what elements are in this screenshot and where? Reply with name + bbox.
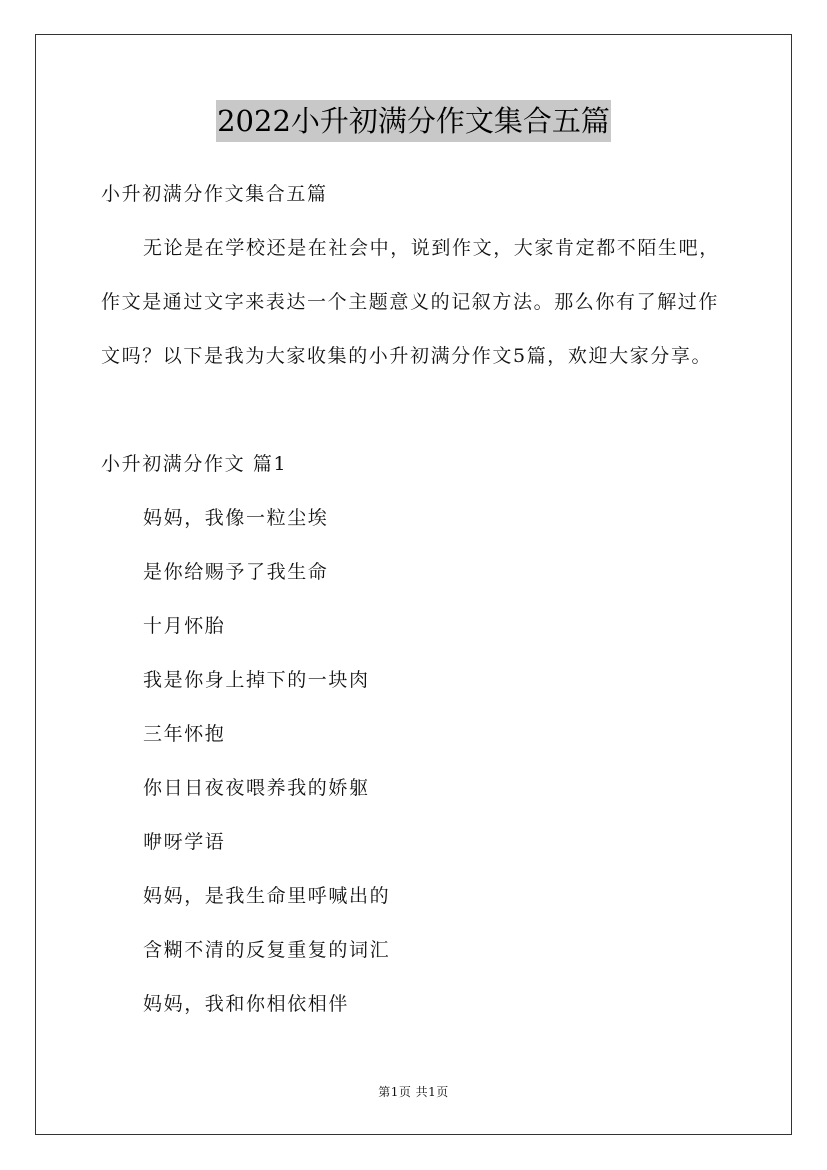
poem-line: 十月怀胎 bbox=[143, 615, 226, 637]
poem-line: 妈妈，是我生命里呼喊出的 bbox=[143, 885, 391, 907]
document-title: 2022小升初满分作文集合五篇 bbox=[216, 100, 611, 142]
intro-line-3: 文吗？以下是我为大家收集的小升初满分作文5篇，欢迎大家分享。 bbox=[101, 345, 713, 367]
document-subtitle: 小升初满分作文集合五篇 bbox=[101, 183, 328, 205]
page-footer: 第1页 共1页 bbox=[378, 1085, 449, 1099]
poem-line: 含糊不清的反复重复的词汇 bbox=[143, 939, 391, 961]
intro-line-1: 无论是在学校还是在社会中，说到作文，大家肯定都不陌生吧， bbox=[143, 237, 720, 259]
poem-line: 妈妈，我和你相依相伴 bbox=[143, 993, 350, 1015]
intro-line-2: 作文是通过文字来表达一个主题意义的记叙方法。那么你有了解过作 bbox=[101, 291, 720, 313]
section-heading: 小升初满分作文 篇1 bbox=[101, 453, 288, 475]
title-container bbox=[0, 100, 827, 142]
poem-line: 你日日夜夜喂养我的娇躯 bbox=[143, 777, 370, 799]
poem-line: 我是你身上掉下的一块肉 bbox=[143, 669, 370, 691]
poem-line: 三年怀抱 bbox=[143, 723, 226, 745]
poem-line: 妈妈，我像一粒尘埃 bbox=[143, 507, 329, 529]
poem-line: 咿呀学语 bbox=[143, 831, 226, 853]
poem-line: 是你给赐予了我生命 bbox=[143, 561, 329, 583]
